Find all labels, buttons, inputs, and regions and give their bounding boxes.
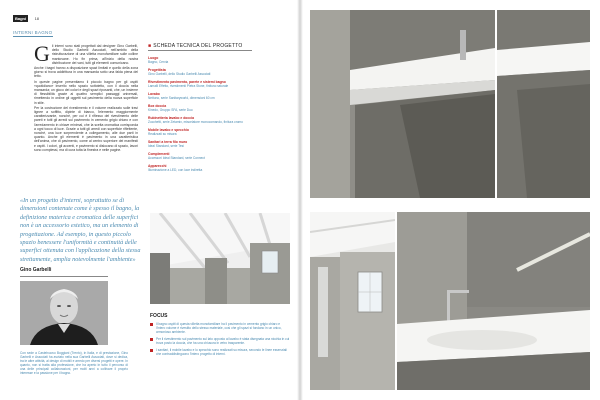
tech-label: Progettista <box>148 68 166 72</box>
tech-item <box>148 140 252 148</box>
drop-cap: G <box>34 41 50 66</box>
tech-label: Complementi <box>148 152 170 156</box>
tech-value: Illuminazione a LED, con luce indiretta <box>148 168 203 172</box>
section-label: INTERNI BAGNO <box>13 30 53 35</box>
tech-item <box>148 152 252 160</box>
square-icon: ■ <box>148 43 152 49</box>
pull-quote: «In un progetto d'interni, soprattutto se di dimensioni contenute come è spesso il bagno, la definizione materica e cromatica delle superfici non è un accessorio estetico, ma un elemento di progettazione. Ad esempio, in questo piccolo spazio benessere l'uniformità e continuità delle superfici ottenuta con l'applicazione della stessa strettamente, amplia notevolmente l'ambiente» <box>20 197 141 263</box>
intro-paragraph: Per la costruzione del rivestimento e il volume realizzato sulle travi lignee a soffitto, dipinte di bianco, l'elemento maggiormente caratterizzante, nonché, per cui è il riflesso del rivestimento delle pareti e tutti gli arredi sul pavimento in cemento grigio chiaro e con l'arredamento in chiave minimal, che la scelta cromatica corrisponda a ogni tocco di luce. Grazie a tutti gli arredi con superficie riflettente, nonché, una luce sorprendente a collegamento, alle due parti in quanto. Anche gli elementi è pavimento in una caratteristica dell'anima, che di pavimento, come al centro superiore dei manifesti e ospiti. I colori, gli accenti, e pavimento si dislocano di spazio, lavori sono complessi, ma di cura tutta la finestra e nelle pagine. <box>34 105 138 152</box>
photo-shower-window <box>310 212 395 390</box>
tech-value: Accessori Ideal Standard, serie Connect <box>148 156 205 160</box>
tech-value: Ideal Standard, serie Tesi <box>148 144 184 148</box>
designer-portrait <box>20 281 108 345</box>
tech-label: Luogo <box>148 56 159 60</box>
tech-label: Lavabo <box>148 92 160 96</box>
focus-box <box>150 313 290 359</box>
masthead <box>13 10 53 37</box>
tech-value: Zucchetti, serie Zetamix, miscelatore monocomando, finitura cromo <box>148 120 243 124</box>
page-number: 18 <box>34 16 40 22</box>
tech-item <box>148 164 252 172</box>
tech-value: Realizzati su misura <box>148 132 177 136</box>
focus-text: I sanitari, il mobile lavabo e lo specchio sono realizzati su misura, secondo le linee essenziali che contraddistinguono l'intero progetto di interni. <box>156 348 287 356</box>
bullet-icon <box>150 338 153 341</box>
divider <box>20 276 108 277</box>
tech-item <box>148 68 252 76</box>
tech-label: Apparecchi <box>148 164 167 168</box>
tech-value: Gino Garbelli, dello Studio Garbelli Associati <box>148 72 211 76</box>
bullet-icon <box>150 323 153 326</box>
tech-item <box>148 116 252 124</box>
tech-sheet-heading: SCHEDA TECNICA DEL PROGETTO <box>153 43 243 49</box>
right-page <box>300 0 600 400</box>
photo-vanity-drawer <box>310 10 495 198</box>
focus-title: FOCUS <box>150 313 168 319</box>
tech-value: Lamalli Effetto, rivestimenti Pietra Stone, finitura naturale <box>148 84 229 88</box>
intro-paragraph: Anche i bagni hanno a disposizione spazi limitati e quello della zona giorno si trova addirittura in una mansarda sotto una falda piena del tetto. <box>34 66 138 79</box>
tech-item <box>148 92 252 100</box>
tech-sheet <box>148 43 252 176</box>
tech-sheet-title <box>148 43 252 49</box>
tech-item <box>148 104 252 112</box>
portrait-title: Gino Garbelli <box>20 267 52 273</box>
tech-label: Box doccia <box>148 104 167 108</box>
tech-item <box>148 56 252 64</box>
tech-value: Nettuno, serie Sanitaryworld, dimensioni 60 cm <box>148 96 215 100</box>
tech-item <box>148 80 252 88</box>
tech-item <box>148 128 252 136</box>
focus-item <box>150 322 290 334</box>
tech-label: Sanitari a terra filo muro <box>148 140 188 144</box>
tech-label: Rubinetteria lavabo e doccia <box>148 116 194 120</box>
tech-value: Kinedo, Gruppo SFA, serie Duo <box>148 108 193 112</box>
focus-text: Il bagno ospiti di questa villetta monofamiliare ha il pavimento in cemento grigio chiaro e l'intero volume è rivestito dello stesso materiale, così che gli spazi si fondano in un unico, armonioso ambiente. <box>156 322 282 334</box>
intro-text <box>34 41 138 153</box>
magazine-logo: Bagni <box>15 16 27 22</box>
focus-item <box>150 337 290 345</box>
divider <box>148 50 252 51</box>
tech-label: Rivestimento pavimento, parete e sistemi bagno <box>148 80 226 84</box>
focus-text: Per il rivestimento sul pavimento sul lato opposto al lavabo è stata disegnata una nicchia in cui trova posto la doccia, che ha una chiusura in vetro trasparente. <box>156 337 290 345</box>
intro-paragraph: In queste pagine presentiamo il piccolo bagno per gli ospiti «quotidiano» inserito nello spazio sottotetto, con il doccia nella mansarda; un gioco dei colori e degli spazi riposanti, che, un insieme di flessibilità grazie ai quattro semplici passaggi universali, rimettendo in ordine gli oggetti sul pavimento della nuova superficie in stile. <box>34 79 138 105</box>
photo-attic-bathroom <box>150 213 290 304</box>
bullet-icon <box>150 349 153 352</box>
tech-value: Bagno, Cervia <box>148 60 169 64</box>
photo-washbasin <box>397 212 590 390</box>
focus-item <box>150 348 290 356</box>
tech-label: Mobile lavabo e specchio <box>148 128 189 132</box>
photo-vanity-side <box>497 10 590 198</box>
portrait-caption: Con sede a Castelnuovo Boggiani (Trento), in Italia, e di prestazione, Gino Garbelli e Associati ha avviato nella sua Garbelli Associati, dove si dedica, tra le altre attività, al design di mobili e arredo per diversi progetti e opere. In quanto, non si tratta alla professione, che ha aperto in tutto il percorso di una delle principali collaborazioni, per molti anni a coltivare il proprio interesse e la passione per il bagno. <box>20 351 128 375</box>
intro-paragraph: li interni sono stati progettati dal designer Gino Garbelli, dello Studio Garbelli Associati, nell'ambito della ristrutturazione di una villetta monofamiliare sulle colline mantovane. Ho fin prima, all'inizio della nostra distribuzione dei vani, tutti gli elementi comunicano. <box>51 44 138 65</box>
